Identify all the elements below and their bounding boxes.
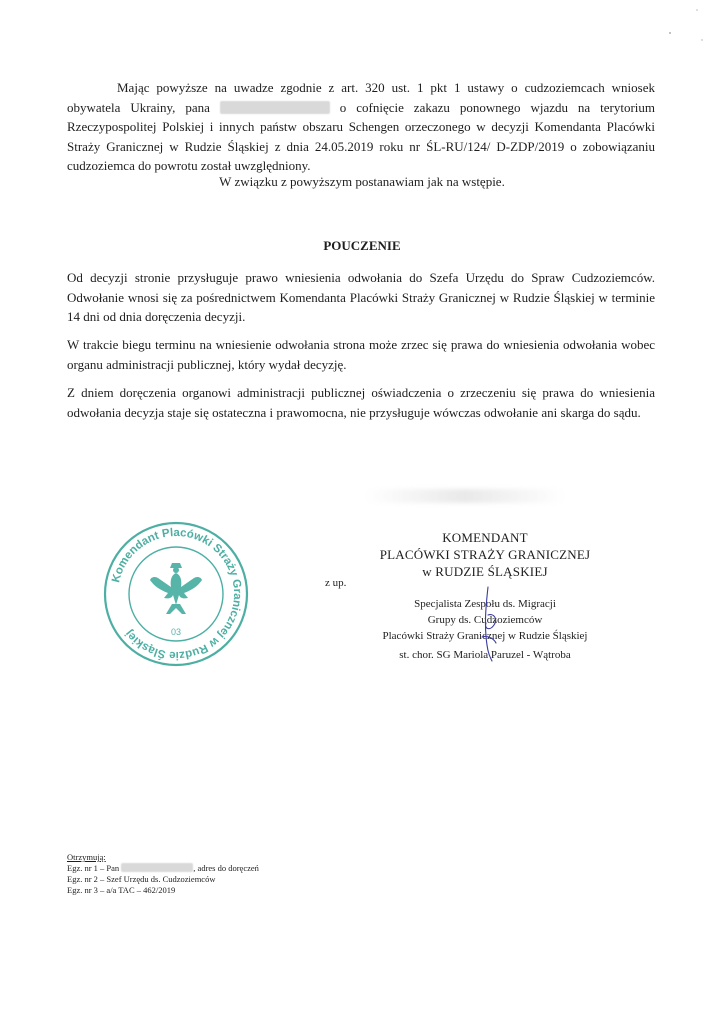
position-line-2: Grupy ds. Cudzoziemców: [427, 614, 543, 626]
recipients-list: [67, 852, 259, 896]
recipient-item-1: Egz. nr 1 – Pan , adres do doręczeń: [67, 863, 259, 873]
justification-paragraph: Mając powyższe na uwadze zgodnie z art. 320 ust. 1 pkt 1 ustawy o cudzoziemcach wniosek obywatela Ukrainy, pana o cofnięcie zakazu ponownego wjazdu na terytorium Rzeczypospolitej Polskiej i innych państw obszaru Schengen orzeczonego w decyzji Komendanta Placówki Straży Granicznej w Rudzie Śląskiej z dnia 24.05.2019 roku nr ŚL-RU/124/ D-ZDP/2019 o zobowiązaniu cudzoziemca do powrotu został uwzględniony.: [67, 80, 656, 173]
scan-specks: [662, 6, 712, 46]
signatory-line-1: KOMENDANT: [442, 530, 528, 545]
redacted-name: [220, 101, 330, 114]
official-stamp: [100, 518, 252, 670]
bleed-through-mark: [365, 489, 565, 503]
instructions-heading: POUCZENIE: [323, 238, 401, 253]
recipient-item-2: Egz. nr 2 – Szef Urzędu ds. Cudzoziemców: [67, 874, 216, 884]
stamp-number: 03: [170, 627, 182, 637]
signatory-name: st. chor. SG Mariola Paruzel - Wątroba: [399, 649, 571, 661]
redacted-recipient: [121, 863, 193, 872]
signatory-line-3: w RUDZIE ŚLĄSKIEJ: [422, 564, 548, 579]
instruction-paragraph-2: W trakcie biegu terminu na wniesienie odwołania strona może zrzec się prawa do wniesienia odwołania wobec organu administracji publicznej, który wydał decyzję.: [67, 337, 655, 372]
instruction-paragraph-3: Z dniem doręczenia organowi administracji publicznej oświadczenia o zrzeczeniu się prawa do wniesienia odwołania decyzja staje się ostateczna i prawomocna, nie przysługuje wówczas odwołanie ani skarga do sądu.: [67, 385, 655, 420]
eagle-emblem-icon: [150, 563, 202, 614]
position-line-3: Placówki Straży Granicznej w Rudzie Śląskiej: [382, 630, 588, 642]
position-line-1: Specjalista Zespołu ds. Migracji: [414, 598, 556, 610]
recipient-item-3: Egz. nr 3 – a/a TAC – 462/2019: [67, 885, 176, 895]
handwritten-signature: [474, 585, 504, 663]
recipients-title: Otrzymują:: [67, 852, 106, 862]
signatory-line-2: PLACÓWKI STRAŻY GRANICZNEJ: [379, 547, 591, 562]
stamp-text: Komendant Placówki Straży Granicznej w Rudzie Śląskiej: [110, 526, 244, 662]
signatory-title: [355, 529, 615, 580]
decision-line: W związku z powyższym postanawiam jak na wstępie.: [219, 174, 505, 189]
instruction-paragraph-1: Od decyzji stronie przysługuje prawo wniesienia odwołania do Szefa Urzędu do Spraw Cudzoziemców. Odwołanie wnosi się za pośrednictwem Komendanta Placówki Straży Granicznej w Rudzie Śląskiej w terminie 14 dni od dnia doręczenia decyzji.: [67, 270, 655, 324]
on-behalf-marker: z up.: [325, 577, 347, 589]
